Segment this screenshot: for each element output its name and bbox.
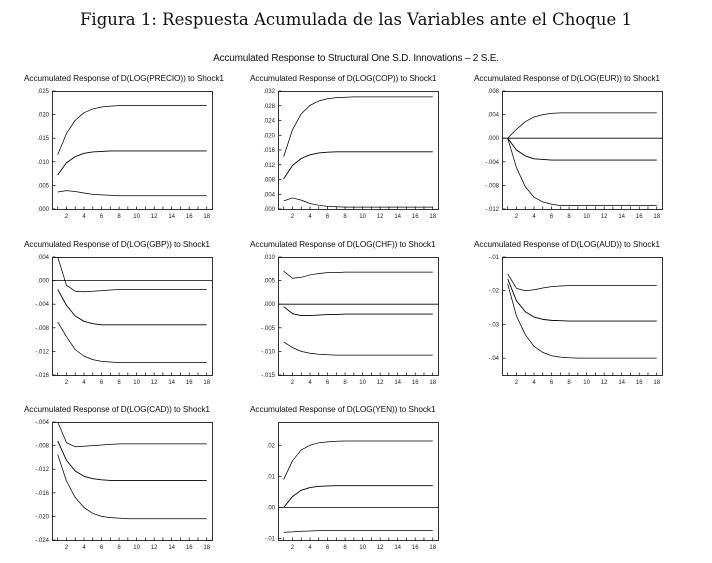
x-tick-label: 16 bbox=[411, 545, 419, 551]
x-tick-label: 6 bbox=[99, 545, 104, 551]
x-tick-label: 4 bbox=[82, 214, 86, 220]
response-line bbox=[508, 138, 657, 160]
y-tick-label: .000 bbox=[37, 207, 49, 213]
panel-chart bbox=[248, 257, 448, 395]
x-tick-label: 14 bbox=[168, 545, 176, 551]
y-tick-label: -.04 bbox=[488, 356, 499, 363]
panel-title: Accumulated Response of D(LOG(EUR)) to Shock1 bbox=[474, 73, 660, 83]
y-tick-label: -.024 bbox=[35, 538, 49, 544]
x-tick-label: 8 bbox=[343, 545, 347, 551]
x-tick-label: 8 bbox=[343, 214, 347, 220]
y-tick-label: .015 bbox=[37, 136, 49, 143]
x-tick-label: 10 bbox=[583, 214, 590, 220]
x-tick-label: 16 bbox=[635, 214, 643, 220]
x-tick-label: 12 bbox=[376, 380, 384, 386]
y-tick-label: -.010 bbox=[261, 349, 275, 356]
x-tick-label: 4 bbox=[82, 545, 86, 551]
upper-band-line bbox=[508, 274, 657, 291]
x-tick-label: 6 bbox=[549, 380, 554, 386]
lower-band-line bbox=[58, 191, 207, 196]
y-tick-label: .004 bbox=[263, 192, 275, 199]
x-tick-label: 4 bbox=[308, 380, 312, 386]
y-tick-label: -.008 bbox=[35, 325, 49, 332]
y-tick-label: -.012 bbox=[35, 349, 49, 356]
x-tick-label: 4 bbox=[82, 380, 86, 386]
upper-band-line bbox=[284, 97, 433, 157]
figure-subtitle: Accumulated Response to Structural One S.D. Innovations – 2 S.E. bbox=[213, 53, 499, 64]
panel-title: Accumulated Response of D(LOG(AUD)) to Shock1 bbox=[474, 239, 660, 249]
panel-title: Accumulated Response of D(LOG(CAD)) to Shock1 bbox=[24, 404, 210, 414]
y-tick-label: .02 bbox=[266, 443, 275, 450]
x-tick-label: 10 bbox=[359, 380, 366, 386]
x-tick-label: 2 bbox=[64, 214, 69, 220]
y-tick-label: -.004 bbox=[35, 420, 49, 426]
panel-chart bbox=[472, 91, 672, 229]
y-tick-label: .028 bbox=[263, 103, 275, 110]
panel-title: Accumulated Response of D(LOG(CHF)) to Shock1 bbox=[250, 239, 436, 249]
panel-chart bbox=[22, 91, 222, 229]
x-tick-label: 6 bbox=[99, 380, 104, 386]
y-tick-label: -.03 bbox=[488, 322, 499, 329]
y-tick-label: .000 bbox=[37, 278, 49, 285]
x-tick-label: 8 bbox=[343, 380, 347, 386]
x-tick-label: 2 bbox=[514, 214, 519, 220]
upper-band-line bbox=[284, 271, 433, 278]
y-tick-label: -.008 bbox=[35, 443, 49, 450]
x-tick-label: 6 bbox=[99, 214, 104, 220]
x-tick-label: 18 bbox=[653, 380, 661, 386]
panel-title: Accumulated Response of D(LOG(PRECIO)) to Shock1 bbox=[24, 73, 224, 83]
panel-chart bbox=[22, 422, 222, 560]
x-tick-label: 18 bbox=[203, 214, 211, 220]
x-tick-label: 10 bbox=[133, 380, 140, 386]
y-tick-label: .000 bbox=[487, 136, 499, 143]
x-tick-label: 18 bbox=[429, 214, 437, 220]
y-tick-label: .00 bbox=[266, 505, 275, 512]
response-line bbox=[284, 152, 433, 179]
y-tick-label: -.02 bbox=[488, 288, 499, 295]
x-tick-label: 2 bbox=[290, 545, 295, 551]
y-tick-label: -.020 bbox=[35, 514, 49, 521]
x-tick-label: 16 bbox=[185, 545, 193, 551]
y-tick-label: .012 bbox=[263, 162, 275, 169]
x-tick-label: 14 bbox=[168, 214, 176, 220]
y-tick-label: .000 bbox=[263, 302, 275, 309]
y-tick-label: .005 bbox=[37, 183, 49, 190]
y-tick-label: -.015 bbox=[261, 373, 275, 379]
response-line bbox=[284, 486, 433, 508]
x-tick-label: 10 bbox=[583, 380, 590, 386]
lower-band-line bbox=[508, 138, 657, 205]
x-tick-label: 2 bbox=[514, 380, 519, 386]
x-tick-label: 8 bbox=[117, 214, 121, 220]
y-tick-label: -.012 bbox=[35, 467, 49, 474]
y-tick-label: -.005 bbox=[261, 325, 275, 332]
x-tick-label: 14 bbox=[394, 214, 402, 220]
lower-band-line bbox=[284, 531, 433, 533]
y-tick-label: .010 bbox=[37, 159, 49, 166]
x-tick-label: 12 bbox=[376, 545, 384, 551]
x-tick-label: 12 bbox=[600, 380, 608, 386]
upper-band-line bbox=[508, 113, 657, 138]
x-tick-label: 2 bbox=[64, 380, 69, 386]
x-tick-label: 12 bbox=[150, 214, 158, 220]
x-tick-label: 14 bbox=[618, 380, 626, 386]
figure-title: Figura 1: Respuesta Acumulada de las Variables ante el Choque 1 bbox=[79, 10, 633, 29]
response-line bbox=[58, 289, 207, 324]
y-tick-label: .004 bbox=[37, 255, 49, 261]
y-tick-label: .000 bbox=[263, 207, 275, 213]
x-tick-label: 8 bbox=[117, 545, 121, 551]
x-tick-label: 14 bbox=[394, 380, 402, 386]
x-tick-label: 8 bbox=[567, 214, 571, 220]
y-tick-label: .024 bbox=[263, 118, 275, 125]
panel-chart bbox=[472, 257, 672, 395]
x-tick-label: 12 bbox=[376, 214, 384, 220]
x-tick-label: 6 bbox=[325, 214, 330, 220]
lower-band-line bbox=[284, 198, 433, 207]
plot-frame bbox=[279, 92, 439, 210]
y-tick-label: .016 bbox=[263, 148, 275, 154]
upper-band-line bbox=[58, 106, 207, 155]
plot-frame bbox=[279, 258, 439, 376]
x-tick-label: 6 bbox=[325, 380, 330, 386]
y-tick-label: -.004 bbox=[35, 302, 49, 309]
x-tick-label: 8 bbox=[117, 380, 121, 386]
y-tick-label: -.008 bbox=[485, 183, 499, 190]
y-tick-label: -.01 bbox=[488, 255, 499, 261]
x-tick-label: 8 bbox=[567, 380, 571, 386]
y-tick-label: .010 bbox=[263, 255, 275, 261]
x-tick-label: 4 bbox=[308, 214, 312, 220]
x-tick-label: 12 bbox=[600, 214, 608, 220]
x-tick-label: 4 bbox=[308, 545, 312, 551]
lower-band-line bbox=[58, 454, 207, 518]
x-tick-label: 18 bbox=[653, 214, 661, 220]
x-tick-label: 18 bbox=[203, 545, 211, 551]
lower-band-line bbox=[284, 342, 433, 355]
x-tick-label: 6 bbox=[325, 545, 330, 551]
x-tick-label: 14 bbox=[168, 380, 176, 386]
y-tick-label: -.016 bbox=[35, 373, 49, 379]
x-tick-label: 16 bbox=[411, 214, 419, 220]
y-tick-label: .025 bbox=[37, 89, 49, 95]
y-tick-label: .008 bbox=[487, 89, 499, 95]
panel-chart bbox=[248, 91, 448, 229]
plot-frame bbox=[53, 423, 213, 541]
panel-title: Accumulated Response of D(LOG(GBP)) to Shock1 bbox=[24, 239, 210, 249]
x-tick-label: 2 bbox=[290, 380, 295, 386]
x-tick-label: 12 bbox=[150, 380, 158, 386]
x-tick-label: 14 bbox=[618, 214, 626, 220]
x-tick-label: 2 bbox=[290, 214, 295, 220]
y-tick-label: .032 bbox=[263, 89, 275, 95]
y-tick-label: .004 bbox=[487, 112, 499, 119]
x-tick-label: 16 bbox=[185, 380, 193, 386]
x-tick-label: 16 bbox=[635, 380, 643, 386]
x-tick-label: 6 bbox=[549, 214, 554, 220]
x-tick-label: 4 bbox=[532, 380, 536, 386]
x-tick-label: 18 bbox=[203, 380, 211, 386]
y-tick-label: -.012 bbox=[485, 207, 499, 213]
x-tick-label: 4 bbox=[532, 214, 536, 220]
x-tick-label: 12 bbox=[150, 545, 158, 551]
plot-frame bbox=[279, 423, 439, 541]
x-tick-label: 16 bbox=[411, 380, 419, 386]
x-tick-label: 10 bbox=[133, 214, 140, 220]
x-tick-label: 14 bbox=[394, 545, 402, 551]
plot-frame bbox=[503, 92, 663, 210]
upper-band-line bbox=[58, 422, 207, 447]
panel-title: Accumulated Response of D(LOG(YEN)) to Shock1 bbox=[250, 404, 436, 414]
y-tick-label: .008 bbox=[263, 177, 275, 184]
y-tick-label: -.01 bbox=[264, 536, 275, 543]
lower-band-line bbox=[58, 322, 207, 363]
y-tick-label: .005 bbox=[263, 278, 275, 285]
panel-title: Accumulated Response of D(LOG(COP)) to Shock1 bbox=[250, 73, 437, 83]
x-tick-label: 18 bbox=[429, 545, 437, 551]
y-tick-label: -.004 bbox=[485, 159, 499, 166]
y-tick-label: .020 bbox=[37, 112, 49, 119]
x-tick-label: 2 bbox=[64, 545, 69, 551]
panel-chart bbox=[22, 257, 222, 395]
x-tick-label: 10 bbox=[359, 214, 366, 220]
upper-band-line bbox=[58, 257, 207, 292]
upper-band-line bbox=[284, 441, 433, 480]
x-tick-label: 10 bbox=[359, 545, 366, 551]
y-tick-label: -.016 bbox=[35, 490, 49, 497]
y-tick-label: .020 bbox=[263, 133, 275, 140]
panel-chart bbox=[248, 422, 448, 560]
response-line bbox=[284, 307, 433, 316]
response-line bbox=[58, 151, 207, 175]
x-tick-label: 10 bbox=[133, 545, 140, 551]
y-tick-label: .01 bbox=[266, 474, 275, 481]
x-tick-label: 18 bbox=[429, 380, 437, 386]
x-tick-label: 16 bbox=[185, 214, 193, 220]
